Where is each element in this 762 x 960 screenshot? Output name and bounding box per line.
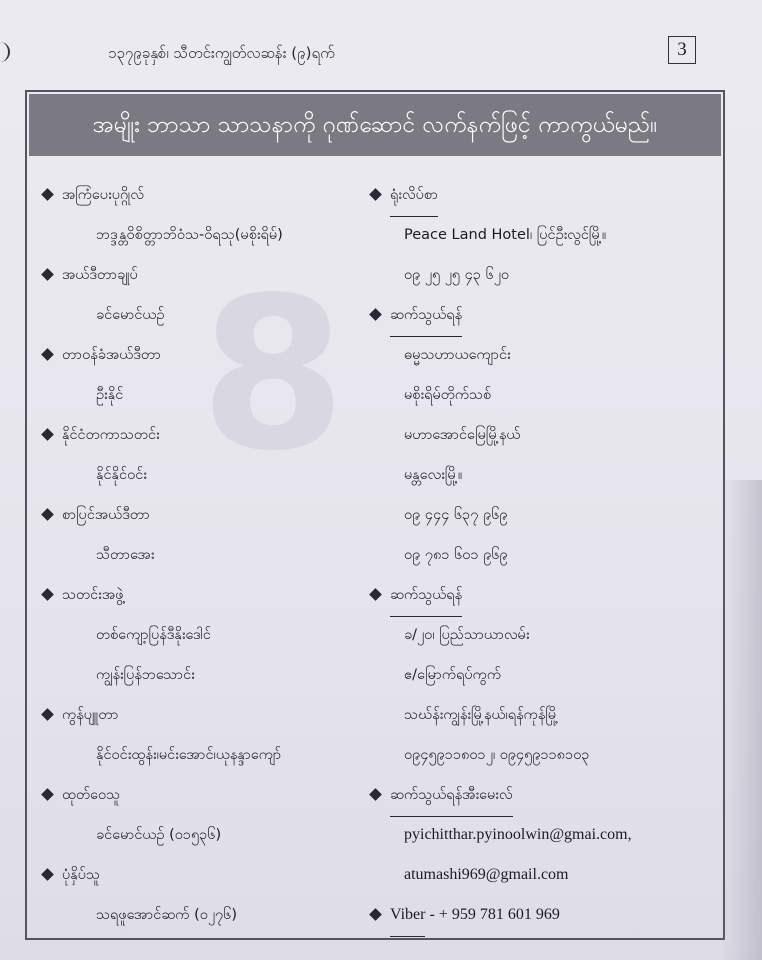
heading-label: ထုတ်ဝေသူ: [62, 787, 121, 803]
heading-label: ဆက်သွယ်ရန်အီးမေးလ်: [390, 775, 513, 817]
section-value: [368, 815, 708, 855]
section-value: [40, 815, 360, 855]
heading-label: ဆက်သွယ်ရန်: [390, 295, 462, 337]
value-text: သီတာအေး: [96, 547, 155, 563]
diamond-bullet-icon: [369, 908, 382, 921]
diamond-bullet-icon: [41, 708, 54, 721]
value-text: ခ/၂၀၊ ပြည်သာယာလမ်း: [404, 627, 530, 643]
heading-label: သတင်းအဖွဲ့: [62, 587, 124, 603]
value-text: မစိုးရိမ်တိုက်သစ်: [404, 387, 492, 403]
section-heading: [368, 295, 708, 335]
section-value: [368, 535, 708, 575]
section-heading: [40, 695, 360, 735]
diamond-bullet-icon: [41, 188, 54, 201]
heading-label: Viber: [390, 895, 425, 937]
page-number-box: 3: [668, 36, 696, 64]
value-text: သရဖူအောင်ဆက် (၀၂၇၆): [96, 907, 237, 923]
section-value: [40, 455, 360, 495]
section-value: [368, 615, 708, 655]
section-heading: [40, 255, 360, 295]
diamond-bullet-icon: [369, 788, 382, 801]
motto-banner: အမျိုး ဘာသာ သာသနာကို ဂုဏ်ဆောင် လက်နက်ဖြင့် ကာကွယ်မည်။: [29, 94, 721, 156]
value-text: မဟာအောင်မြေမြို့နယ်: [404, 427, 521, 443]
diamond-bullet-icon: [41, 788, 54, 801]
section-value: [40, 535, 360, 575]
section-value: [368, 495, 708, 535]
value-text: တစ်ကျော့ပြန်ဒီနိုးဒေါင်: [96, 627, 211, 643]
section-value: [368, 255, 708, 295]
section-heading: [40, 855, 360, 895]
diamond-bullet-icon: [41, 588, 54, 601]
value-text: သဃ်န်းကျွန်းမြို့နယ်၊ရန်ကုန်မြို့: [404, 707, 559, 723]
diamond-bullet-icon: [41, 348, 54, 361]
value-text: ဧ/မြောက်ရပ်ကွက်: [404, 667, 502, 683]
value-text: ဘဒ္ဒန္တဝိစိတ္တာဘိဝံသ-ဝိရသု(မစိုးရိမ်): [96, 227, 283, 243]
section-heading: [40, 575, 360, 615]
section-value: [40, 735, 360, 775]
heading-label: ပုံနှိပ်သူ: [62, 867, 101, 883]
diamond-bullet-icon: [41, 428, 54, 441]
value-text: ၀၉၄၅၉၁၁၈၀၁၂၊ ၀၉၄၅၉၁၁၈၁၀၃: [404, 747, 590, 763]
heading-label: ကွန်ပျူတာ: [62, 707, 119, 723]
section-value: [368, 415, 708, 455]
value-text: ခင်မောင်ယဉ် (၀၁၅၃၆): [96, 827, 222, 843]
section-value: [40, 615, 360, 655]
value-text: ခင်မောင်ယဉ်: [96, 307, 165, 323]
section-value: [368, 655, 708, 695]
value-text: pyichitthar.pyinoolwin@gmai.com,: [404, 826, 632, 843]
value-text: ၀၉ ၇၈၁ ၆၀၁ ၉၆၉: [404, 547, 508, 563]
section-heading: [40, 415, 360, 455]
section-value: [368, 695, 708, 735]
contact-column: [368, 175, 708, 935]
section-value: [368, 735, 708, 775]
value-text: ဓမ္မသဟာယကျောင်း: [404, 347, 511, 363]
section-heading: [368, 575, 708, 615]
section-value: [40, 375, 360, 415]
diamond-bullet-icon: [369, 588, 382, 601]
section-value: [368, 375, 708, 415]
heading-label: နိုင်ငံတကာသတင်း: [62, 427, 160, 443]
section-value: [40, 655, 360, 695]
issue-date-line: ၁၃၇၉ခုနှစ်၊ သီတင်းကျွတ်လဆန်း (၉)ရက်: [108, 44, 335, 62]
value-text: atumashi969@gmail.com: [404, 866, 569, 883]
section-value: [368, 215, 708, 255]
value-text: ၀၉ ၂၅ ၂၅ ၄၃ ၆၂၀: [404, 267, 510, 283]
section-value: [368, 455, 708, 495]
viber-number: - + 959 781 601 969: [425, 906, 560, 923]
section-value: [40, 895, 360, 935]
section-heading: [368, 175, 708, 215]
staff-column: [40, 175, 360, 935]
page-shadow: [720, 480, 762, 960]
heading-label: တာဝန်ခံအယ်ဒီတာ: [62, 347, 161, 363]
heading-label: အကြံပေးပုဂ္ဂိုလ်: [62, 187, 144, 203]
section-heading: [368, 895, 708, 935]
section-heading: [40, 495, 360, 535]
value-text: နိုင်ဝင်းထွန်း၊မင်းအောင်၊ယုနန္ဒာကျော်: [96, 747, 282, 763]
diamond-bullet-icon: [41, 508, 54, 521]
section-value: [368, 335, 708, 375]
section-value: [40, 215, 360, 255]
heading-label: ရုံးလိပ်စာ: [390, 175, 438, 217]
section-heading: [40, 775, 360, 815]
value-text: ကျွန်းပြန်ဘသောင်း: [96, 667, 195, 683]
value-text: ၀၉ ၄၄၄ ၆၃၇ ၉၆၉: [404, 507, 508, 523]
diamond-bullet-icon: [369, 308, 382, 321]
diamond-bullet-icon: [369, 188, 382, 201]
diamond-bullet-icon: [41, 268, 54, 281]
value-text: မန္တလေးမြို့။: [404, 467, 463, 483]
value-text: ဦးနိုင်: [96, 387, 124, 403]
value-text: Peace Land Hotel၊ ပြင်ဦးလွင်မြို့။: [404, 227, 607, 243]
background-watermark: 8: [200, 252, 347, 497]
section-heading: [368, 775, 708, 815]
section-value: [368, 855, 708, 895]
section-value: [40, 295, 360, 335]
value-text: နိုင်နိုင်ဝင်း: [96, 467, 147, 483]
section-heading: [40, 175, 360, 215]
section-heading: [40, 335, 360, 375]
diamond-bullet-icon: [41, 868, 54, 881]
heading-label: ဆက်သွယ်ရန်: [390, 575, 462, 617]
heading-label: အယ်ဒီတာချုပ်: [62, 267, 138, 283]
heading-label: စာပြင်အယ်ဒီတာ: [62, 507, 150, 523]
